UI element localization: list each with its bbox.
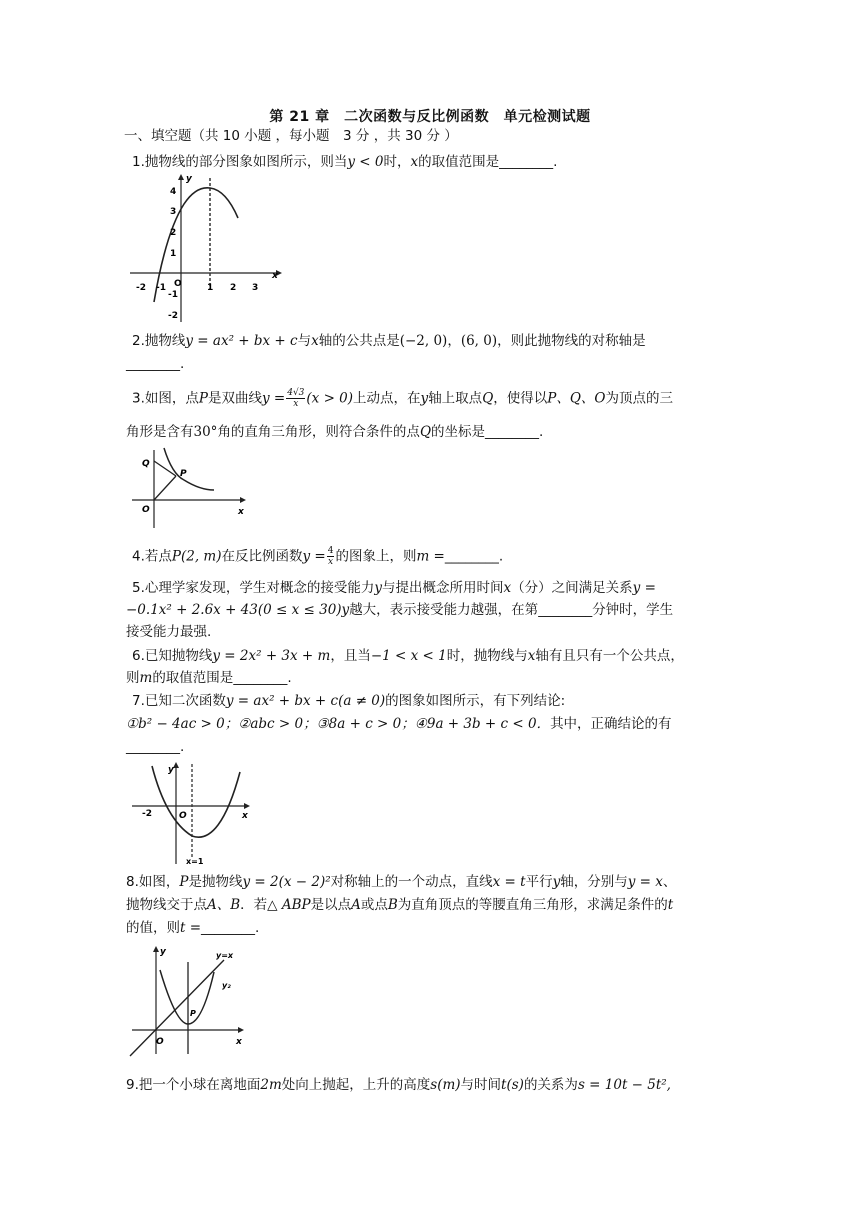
fig1-tick-x-3: 3: [252, 283, 259, 293]
figure-3-hyperbola: [128, 444, 252, 530]
figure-8-parabola-line: [128, 944, 248, 1060]
question-5: 5.心理学家发现，学生对概念的接受能力y与提出概念所用时间x（分）之间满足关系y =: [132, 580, 656, 596]
question-1: 1.抛物线的部分图象如图所示，则当y < 0时，x的取值范围是________.: [132, 154, 558, 170]
fig8-p-label: P: [190, 1009, 196, 1018]
question-4: 4.若点P(2, m)在反比例函数y = $\frac{4}{x}$ 的图象上，则m =________.: [132, 546, 504, 567]
fig1-tick-y-3: 3: [170, 207, 177, 217]
fig7-tick-neg2: -2: [142, 809, 152, 819]
figure-7-parabola: [128, 760, 254, 866]
fig1-tick-x-neg1: -1: [156, 283, 166, 293]
fig3-x-label: x: [238, 507, 244, 517]
question-8: 8.如图，P是抛物线y = 2(x − 2)²对称轴上的一个动点，直线x = t平行y轴，分别与y = x、: [126, 874, 677, 890]
fig1-x-label: x: [272, 271, 278, 281]
fig1-origin: O: [174, 279, 182, 289]
fig1-tick-x-neg2: -2: [136, 283, 146, 293]
question-9: 9.把一个小球在离地面2m处向上抛起，上升的高度s(m)与时间t(s)的关系为s = 10t − 5t²,: [126, 1077, 671, 1093]
question-8-cont2: 的值，则t =________.: [126, 920, 260, 936]
fig7-origin: O: [179, 811, 187, 821]
fig8-y-label: y: [160, 947, 166, 957]
fig8-origin: O: [156, 1037, 164, 1047]
question-7-cont: ________.: [126, 739, 185, 755]
fig3-p-label: P: [180, 469, 187, 479]
fig8-yx-label: y=x: [216, 951, 234, 960]
fig1-tick-y-1: 1: [170, 249, 177, 259]
question-3-cont: 角形是含有30°角的直角三角形，则符合条件的点Q的坐标是________.: [126, 424, 544, 440]
fig1-tick-y-4: 4: [170, 187, 177, 197]
fig8-x-label: x: [236, 1037, 242, 1047]
question-7: 7.已知二次函数y = ax² + bx + c(a ≠ 0)的图象如图所示，有下列结论:: [132, 693, 566, 709]
fig1-tick-y-2: 2: [170, 228, 177, 238]
fig7-y-label: y: [168, 765, 174, 775]
fig1-tick-x-2: 2: [230, 283, 237, 293]
section-heading: 一、填空题（共 10 小题 ，每小题 3 分 ，共 30 分 ）: [124, 128, 458, 144]
fig1-y-label: y: [186, 174, 192, 184]
question-6: 6.已知抛物线y = 2x² + 3x + m，且当−1 < x < 1时，抛物线与x轴有且只有一个公共点，: [132, 648, 684, 664]
figure-1-parabola: [126, 172, 286, 324]
question-2: 2.抛物线y = ax² + bx + c与x轴的公共点是(−2, 0)，(6, 0)，则此抛物线的对称轴是: [132, 333, 646, 349]
fig1-tick-y-neg2: -2: [168, 311, 178, 321]
question-7-options: ①b² − 4ac > 0；②abc > 0；③8a + c > 0；④9a + 3b + c < 0．其中，正确结论的有: [126, 716, 672, 732]
fig8-y2-label: y₂: [222, 981, 231, 990]
fig1-tick-x-1: 1: [207, 283, 214, 293]
question-2-cont: ________.: [126, 356, 185, 372]
question-5-cont: −0.1x² + 2.6x + 43(0 ≤ x ≤ 30)y越大，表示接受能力越强，在第________分钟时，学生: [126, 602, 674, 618]
page-title: 第 21 章 二次函数与反比例函数 单元检测试题: [269, 109, 591, 125]
question-8-cont: 抛物线交于点A、B．若△ ABP是以点A或点B为直角顶点的等腰直角三角形，求满足条件的t: [126, 897, 674, 913]
fig3-q-label: Q: [142, 459, 150, 469]
fig7-x-label: x: [242, 811, 248, 821]
question-5-cont2: 接受能力最强.: [126, 624, 212, 640]
question-3: 3.如图，点P是双曲线y = $\frac{4√3}{x}$ (x > 0)上动点，在y轴上取点Q，使得以P、Q、O为顶点的三: [132, 388, 673, 409]
question-6-cont: 则m的取值范围是________.: [126, 670, 292, 686]
fig3-origin: O: [142, 505, 150, 515]
fig1-tick-y-neg1: -1: [168, 290, 178, 300]
fig7-axis-label: x=1: [186, 857, 204, 866]
